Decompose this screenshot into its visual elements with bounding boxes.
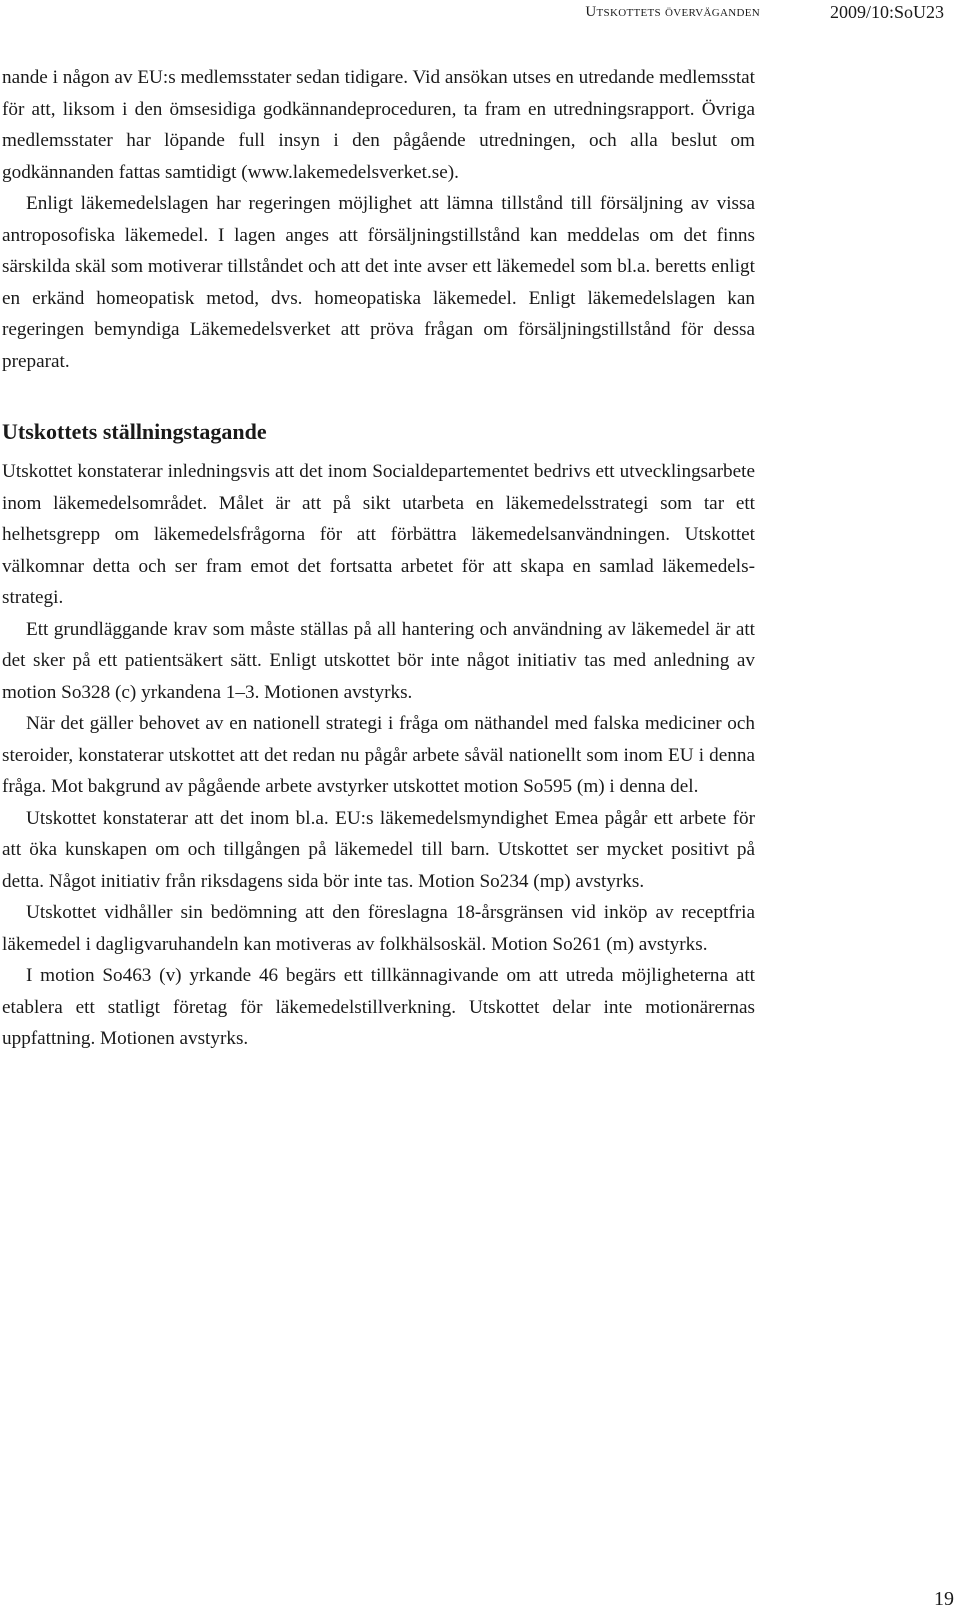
paragraph: När det gäller behovet av en nationell strategi i fråga om näthandel med falska mediciner och steroider, konstaterar utskottet att det redan nu pågår arbete såväl nationellt som inom EU i denna fråga. Mot bakgrund av pågående arbete avstyrker utskottet motion So595 (m) i denna del. xyxy=(2,713,755,797)
main-text xyxy=(2,62,755,1055)
paragraph: nande i någon av EU:s medlemsstater sedan tidigare. Vid ansökan utses en utredande medlemsstat för att, liksom i den ömsesidiga godkännandeproceduren, ta fram en utredningsrapport. Övriga medlemsstater har löpande full insyn i den pågående utredningen, och alla beslut om godkännanden fattas samtidigt (www.lakemedelsverket.se). xyxy=(2,67,755,183)
document-id: 2009/10:SoU23 xyxy=(829,2,944,22)
paragraph: Utskottet vidhåller sin bedömning att den föreslagna 18-årsgränsen vid inköp av receptfria läkemedel i dagligvaruhandeln kan motiveras av folkhälsoskäl. Motion So261 (m) avstyrks. xyxy=(2,902,755,955)
paragraph: Utskottet konstaterar att det inom bl.a. EU:s läkemedelsmyndighet Emea pågår ett arbete för att öka kunskapen om och tillgången på läkemedel till barn. Utskottet ser mycket positivt på detta. Något initiativ från riksdagens sida bör inte tas. Motion So234 (mp) avstyrks. xyxy=(2,807,755,892)
page-header xyxy=(0,2,960,26)
page-number: 19 xyxy=(934,1588,954,1610)
running-section-title: Utskottets överväganden xyxy=(585,4,760,20)
paragraph: Ett grundläggande krav som måste ställas på all hantering och användning av läkemedel är att det sker på ett patientsäkert sätt. Enligt utskottet bör inte något initiativ tas med anledning av motion So328 (c) yrkandena 1–3. Motionen avstyrks. xyxy=(2,618,755,703)
paragraph: Utskottet konstaterar inledningsvis att det inom Socialdepartementet bedrivs ett utvecklingsarbete inom läkemedelsområdet. Målet är att på sikt utarbeta en läkemedelsstrategi som tar ett helhetsgrepp om läkemedelsfrågorna för att förbättra läkemedelsanvändningen. Utskottet välkomnar detta och ser fram emot det fortsatta arbetet för att skapa en samlad läkemedelsstrategi. xyxy=(2,461,755,608)
paragraph: Enligt läkemedelslagen har regeringen möjlighet att lämna tillstånd till försäljning av vissa antroposofiska läkemedel. I lagen anges att försäljningstillstånd kan meddelas om det finns särskilda skäl som motiverar tillståndet och att det inte avser ett läkemedel som bl.a. beretts enligt en erkänd homeopatisk metod, dvs. homeopatiska läkemedel. Enligt läkemedelslagen kan regeringen bemyndiga Läkemedelsverket att pröva frågan om försäljningstillstånd för dessa preparat. xyxy=(2,193,755,372)
section-spacer xyxy=(2,377,755,417)
section-heading: Utskottets ställningstagande xyxy=(2,419,267,444)
paragraph: I motion So463 (v) yrkande 46 begärs ett tillkännagivande om att utreda möjligheterna att etablera ett statligt företag för läkemedelstillverkning. Utskottet delar inte motionärernas uppfattning. Motionen avstyrks. xyxy=(2,965,755,1049)
